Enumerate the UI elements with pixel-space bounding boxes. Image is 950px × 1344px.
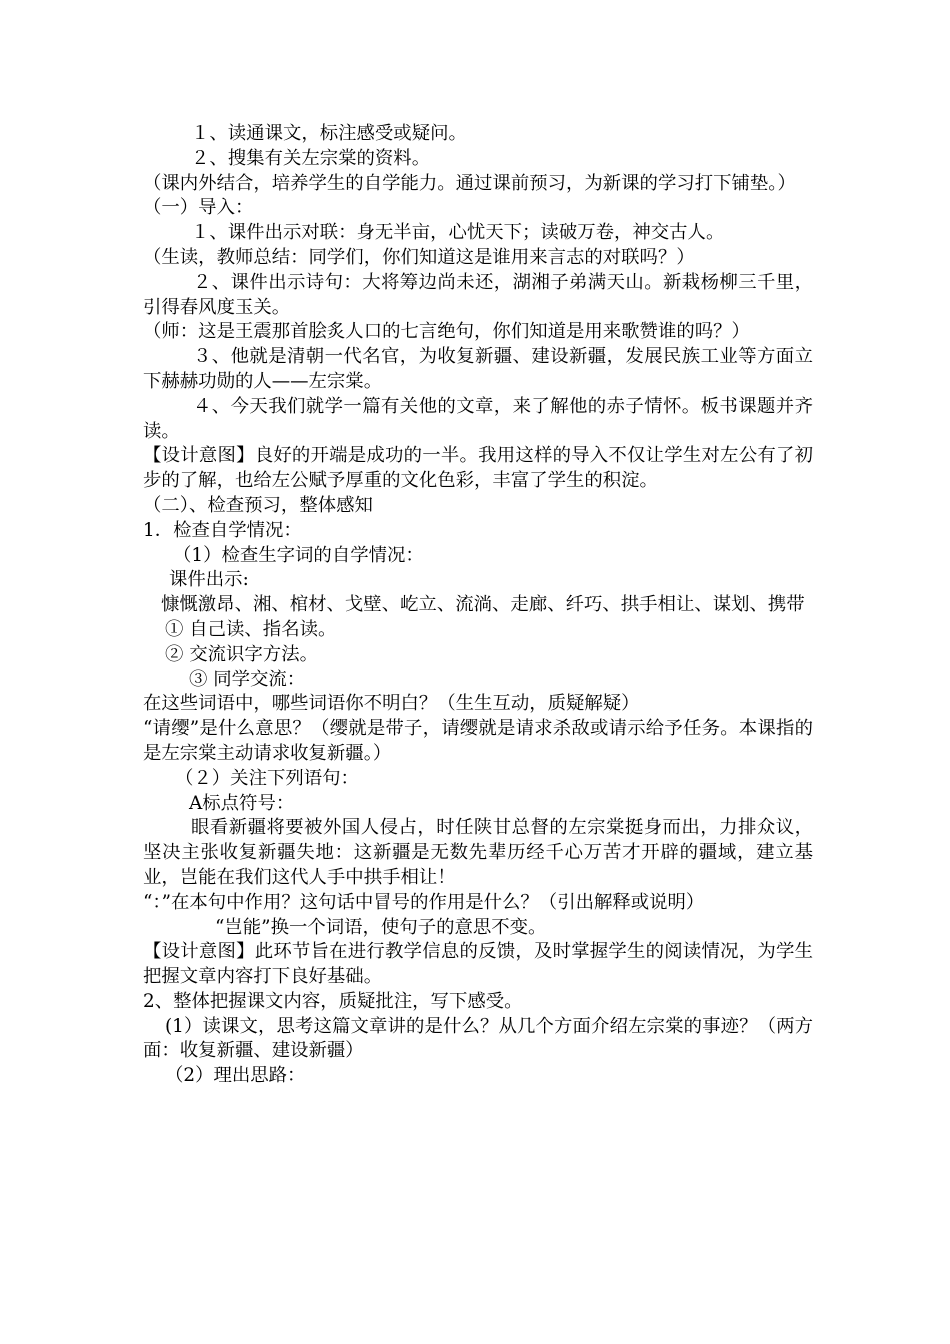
step-2: ② 交流识字方法。 <box>165 643 318 665</box>
prep-item-1: １、读通课文，标注感受或疑问。 <box>191 123 467 144</box>
example-passage: 眼看新疆将要被外国人侵占，时任陕甘总督的左宗棠挺身而出，力排众议，坚决主张收复新疆失地：这新疆是无数先辈历经千心万苦才开辟的疆域，建立基业，岂能在我们这代人手中拱手相让！ <box>143 817 813 888</box>
design-intent-1: 【设计意图】良好的开端是成功的一半。我用这样的导入不仅让学生对左公有了初步的了解，也给左公赋予厚重的文化色彩，丰富了学生的积淀。 <box>143 445 813 492</box>
check-subheading-2: （２）关注下列语句： <box>175 767 359 789</box>
intro-item-4: ４、今天我们就学一篇有关他的文章，来了解他的赤子情怀。板书课题并齐读。 <box>143 395 813 442</box>
overall-item-2: （2）理出思路： <box>165 1065 306 1087</box>
check-subheading-1: （1）检查生字词的自学情况： <box>173 544 424 566</box>
question-1: 在这些词语中，哪些词语你不明白？（生生互动，质疑解疑） <box>143 693 640 715</box>
design-intent-2: 【设计意图】此环节旨在进行教学信息的反馈，及时掌握学生的阅读情况，为学生把握文章内容打下良好基础。 <box>143 941 813 988</box>
section-heading-preview: （二）、检查预习，整体感知 <box>143 494 373 516</box>
intro-item-2: ２、课件出示诗句：大将筹边尚未还，湖湘子弟满天山。新栽杨柳三千里，引得春风度玉关。 <box>143 271 813 318</box>
intro-note-1: （生读，教师总结：同学们，你们知道这是谁用来言志的对联吗？） <box>143 246 695 268</box>
prep-note: （课内外结合，培养学生的自学能力。通过课前预习，为新课的学习打下铺垫。） <box>143 172 796 194</box>
check-heading: 1．检查自学情况： <box>143 519 302 541</box>
intro-item-1: １、课件出示对联：身无半亩，心忧天下；读破万卷，神交古人。 <box>191 222 725 244</box>
question-2: “请缨”是什么意思？（缨就是带子，请缨就是请求杀敌或请示给予任务。本课指的是左宗棠主动请求收复新疆。） <box>143 718 813 764</box>
section-heading-intro: （一）导入： <box>143 197 254 219</box>
question-4: “岂能”换一个词语，使句子的意思不变。 <box>215 916 547 938</box>
punctuation-label: A标点符号： <box>189 792 295 814</box>
intro-item-3: ３、他就是清朝一代名官，为收复新疆、建设新疆，发展民族工业等方面立下赫赫功勋的人——左宗棠。 <box>143 346 813 392</box>
prep-item-2: ２、搜集有关左宗棠的资料。 <box>191 147 431 169</box>
step-1: ① 自己读、指名读。 <box>165 618 337 640</box>
overall-heading: 2、整体把握课文内容，质疑批注，写下感受。 <box>143 990 523 1012</box>
intro-note-2: （师：这是王震那首脍炙人口的七言绝句，你们知道是用来歌赞谁的吗？） <box>143 321 750 343</box>
courseware-label: 课件出示: <box>169 569 249 591</box>
document-page <box>143 122 813 1089</box>
vocab-list: 慷慨激昂、湘、棺材、戈壁、屹立、流淌、走廊、纤巧、拱手相让、谋划、携带 <box>161 594 805 616</box>
step-3: ③ 同学交流： <box>189 668 306 690</box>
question-3: “：”在本句中作用？这句话中冒号的作用是什么？（引出解释或说明） <box>143 891 705 913</box>
overall-item-1: (1）读课文，思考这篇文章讲的是什么？从几个方面介绍左宗棠的事迹？（两方面：收复新疆、建设新疆） <box>143 1015 813 1062</box>
